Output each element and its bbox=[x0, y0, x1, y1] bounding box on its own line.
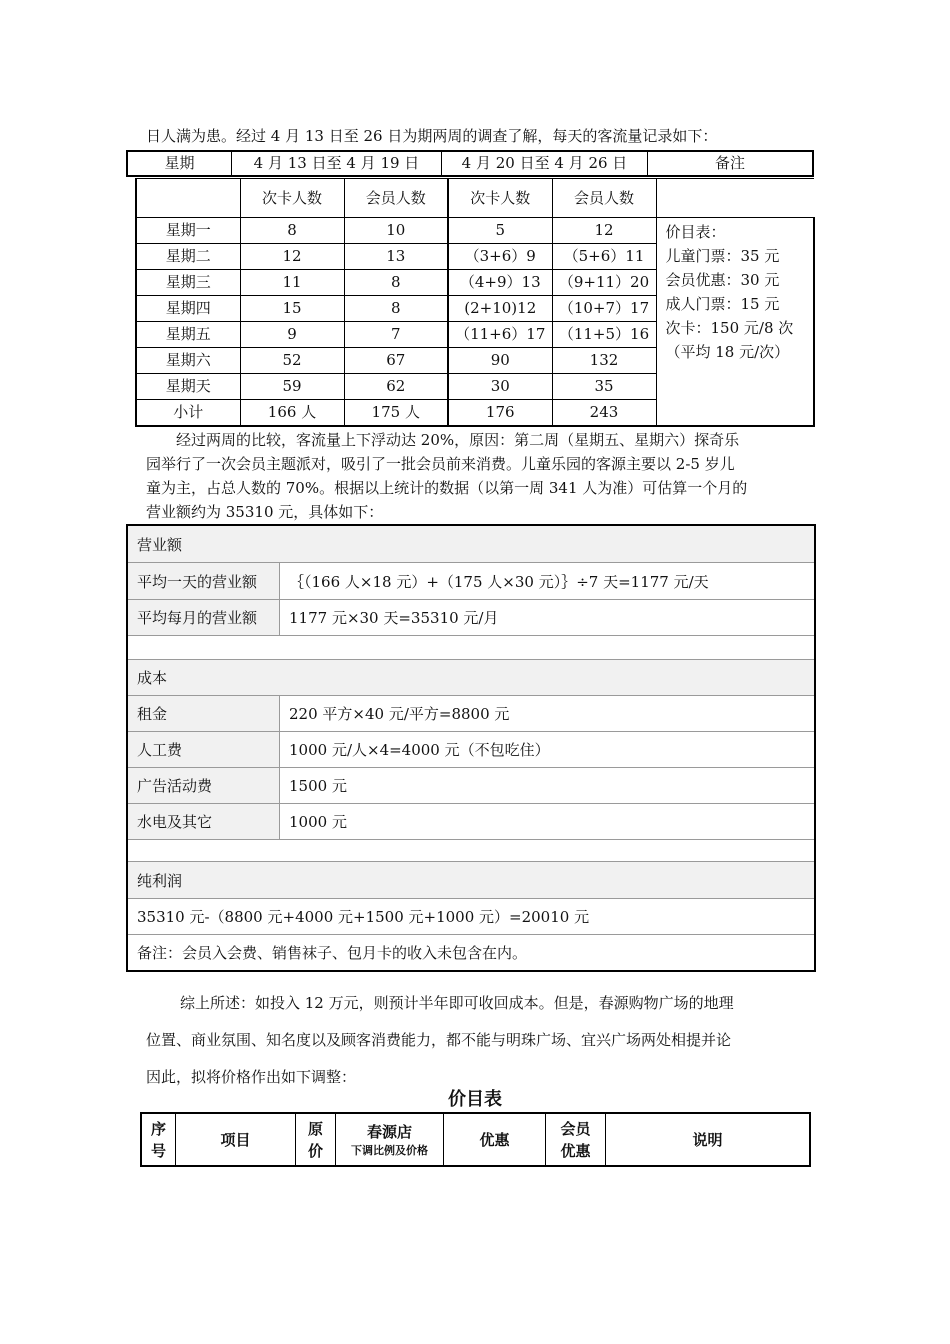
price-note: 价目表： 儿童门票：35 元 会员优惠：30 元 成人门票：15 元 次卡：150 元/8 次 （平均 18 元/次） bbox=[656, 218, 814, 427]
revenue-section-title: 营业额 bbox=[128, 526, 814, 563]
spacer-row bbox=[128, 840, 814, 862]
sub-header-card-week1: 次卡人数 bbox=[240, 179, 344, 218]
col-description: 说明 bbox=[692, 1130, 723, 1149]
col-original-price: 原 价 bbox=[296, 1114, 336, 1165]
col-member-discount: 会员 优惠 bbox=[546, 1114, 606, 1165]
spacer-row bbox=[128, 636, 814, 660]
table-row: 星期三 11 8 （4+9）13 （9+11）20 bbox=[136, 270, 814, 296]
price-table-title: 价目表 bbox=[448, 1089, 502, 1110]
table-row: 平均一天的营业额 ｛（166 人×18 元）+（175 人×30 元）｝÷7 天=1177 元/天 bbox=[128, 563, 814, 600]
table-row: 星期二 12 13 （3+6）9 （5+6）11 bbox=[136, 244, 814, 270]
header-week2: 4 月 20 日至 4 月 26 日 bbox=[442, 152, 648, 175]
conclusion-paragraph: 综上所述：如投入 12 万元，则预计半年即可收回成本。但是，春源购物广场的地理 位置、商业氛围、知名度以及顾客消费能力，都不能与明珠广场、宜兴广场两处相提并论 因此，拟将价格作出如下调整： bbox=[146, 994, 734, 1086]
sub-header-member-week1: 会员人数 bbox=[344, 179, 448, 218]
table-row: 星期六 52 67 90 132 bbox=[136, 348, 814, 374]
table-row: 广告活动费 1500 元 bbox=[128, 768, 814, 804]
col-item: 项目 bbox=[176, 1114, 296, 1165]
price-table-header bbox=[140, 1112, 811, 1167]
table-row: 平均每月的营业额 1177 元×30 天=35310 元/月 bbox=[128, 600, 814, 636]
table-row-subtotal: 小计 166 人 175 人 176 243 bbox=[136, 400, 814, 427]
header-notes: 备注 bbox=[714, 154, 745, 172]
col-number: 序 号 bbox=[142, 1114, 176, 1165]
traffic-table bbox=[135, 178, 815, 427]
profit-section-title: 纯利润 bbox=[128, 862, 814, 899]
table-row: 星期五 9 7 （11+6）17 （11+5）16 bbox=[136, 322, 814, 348]
header-weekday: 星期 bbox=[128, 152, 232, 175]
table-row: 水电及其它 1000 元 bbox=[128, 804, 814, 840]
sub-header-member-week2: 会员人数 bbox=[552, 179, 656, 218]
col-discount: 优惠 bbox=[444, 1114, 546, 1165]
table-row: 星期天 59 62 30 35 bbox=[136, 374, 814, 400]
table-row: 星期一 8 10 5 12 价目表： 儿童门票：35 元 会员优惠：30 元 成人门票：15 元 次卡：150 元/8 次 （平均 18 元/次） bbox=[136, 218, 814, 244]
table-row: 租金 220 平方×40 元/平方=8800 元 bbox=[128, 696, 814, 732]
table-row bbox=[136, 179, 814, 218]
intro-text: 日人满为患。经过 4 月 13 日至 26 日为期两周的调查了解，每天的客流量记录如下： bbox=[146, 127, 718, 145]
header-week1: 4 月 13 日至 4 月 19 日 bbox=[232, 152, 442, 175]
remark-row: 备注：会员入会费、销售袜子、包月卡的收入未包含在内。 bbox=[137, 944, 528, 962]
table-row: 人工费 1000 元/人×4=4000 元（不包吃住） bbox=[128, 732, 814, 768]
finance-table bbox=[126, 524, 816, 972]
profit-value-row: 35310 元-（8800 元+4000 元+1500 元+1000 元）=20010 元 bbox=[128, 899, 814, 935]
sub-header-card-week2: 次卡人数 bbox=[448, 179, 552, 218]
analysis-paragraph: 经过两周的比较，客流量上下浮动达 20%，原因：第二周（星期五、星期六）探奇乐 园举行了一次会员主题派对，吸引了一批会员前来消费。儿童乐园的客源主要以 2-5 岁儿 童为主，占总人数的 70%。根据以上统计的数据（以第一周 341 人为准）可估算一个月的 营业额约为 35310 元，具体如下： bbox=[146, 431, 748, 521]
traffic-table-header bbox=[126, 150, 814, 177]
table-row: 星期四 15 8 (2+10)12 （10+7）17 bbox=[136, 296, 814, 322]
col-store: 春源店 下调比例及价格 bbox=[336, 1114, 444, 1165]
cost-section-title: 成本 bbox=[128, 660, 814, 696]
